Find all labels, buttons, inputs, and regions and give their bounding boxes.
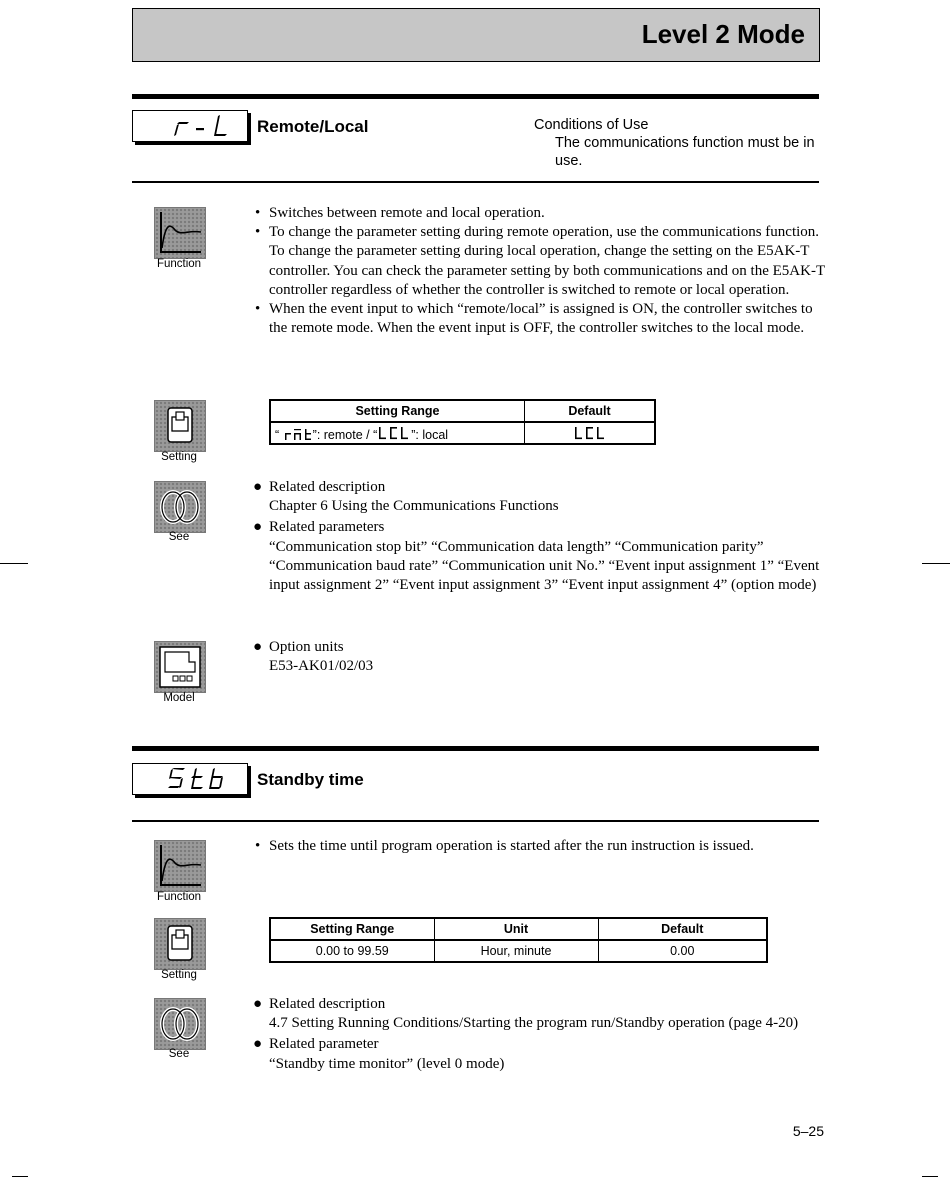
related-parameter: ● Related parameter “Standby time monitor” (level 0 mode) xyxy=(253,1036,505,1072)
standby-related xyxy=(255,995,825,1074)
crop-mark-left xyxy=(0,563,28,564)
col-default: Default xyxy=(525,400,656,422)
related-description: ● Related description Chapter 6 Using the Communications Functions xyxy=(253,479,559,515)
see-icon-label: See xyxy=(168,531,190,543)
section-rule-bottom xyxy=(132,181,819,183)
section-rule-top-standby xyxy=(132,746,819,751)
seven-segment-r-l xyxy=(133,111,247,141)
col-default: Default xyxy=(598,918,767,940)
col-setting-range: Setting Range xyxy=(270,400,525,422)
crop-mark-bottom-left xyxy=(12,1176,28,1177)
related-description: ● Related description 4.7 Setting Running Conditions/Starting the program run/Standby operation (page 4-20) xyxy=(253,996,799,1032)
bullet-item: • To change the parameter setting during remote operation, use the communications function. To change the parameter setting during local operation, change the setting on the E5AK-T controller. You can check the parameter setting by both communications and on the E5AK-T controller regardless of whether the controller is switched to remote or local operation. xyxy=(255,224,825,298)
remote-local-setting-table xyxy=(269,399,656,445)
seven-seg-rmt xyxy=(283,427,313,441)
section-rule-bottom-standby xyxy=(132,820,819,822)
see-icon-label: See xyxy=(168,1048,190,1060)
section-rule-top xyxy=(132,94,819,99)
display-code-r-l xyxy=(132,110,248,142)
page-number: 5–25 xyxy=(792,1123,824,1139)
setting-icon-label: Setting xyxy=(161,969,197,981)
col-setting-range: Setting Range xyxy=(270,918,434,940)
function-icon-label: Function xyxy=(156,891,202,903)
crop-mark-bottom-right xyxy=(922,1176,938,1177)
default-cell xyxy=(525,422,656,444)
setting-icon xyxy=(154,400,206,452)
seven-seg-lcl xyxy=(377,425,411,441)
standby-description xyxy=(255,837,825,856)
model-icon-label: Model xyxy=(163,692,195,704)
conditions-body: The communications function must be in use. xyxy=(555,135,815,169)
setting-range-cell: “ ”: remote / “ ”: local xyxy=(270,422,525,444)
unit-cell: Hour, minute xyxy=(434,940,598,962)
setting-range-cell: 0.00 to 99.59 xyxy=(270,940,434,962)
function-icon xyxy=(154,207,206,259)
related-parameters: ● Related parameters “Communication stop bit” “Communication data length” “Communication parity” “Communication baud rate” “Communication unit No.” “Event input assignment 1” “Event input assignment 2” “Event input assignment 3” “Event input assignment 4” (option mode) xyxy=(253,519,820,594)
page-header xyxy=(132,8,820,62)
function-icon xyxy=(154,840,206,892)
bullet-item: • Sets the time until program operation is started after the run instruction is issued. xyxy=(255,838,754,854)
remote-local-description xyxy=(255,204,825,338)
setting-icon-label: Setting xyxy=(161,451,197,463)
bullet-item: • When the event input to which “remote/local” is assigned is ON, the controller switches to the remote mode. When the event input is OFF, the controller switches to the local mode. xyxy=(255,301,813,337)
see-icon xyxy=(154,998,206,1050)
seven-segment-stb xyxy=(133,764,247,794)
default-cell: 0.00 xyxy=(598,940,767,962)
section-title-standby: Standby time xyxy=(257,770,364,789)
function-icon-label: Function xyxy=(156,258,202,270)
display-code-stb xyxy=(132,763,248,795)
conditions-of-use xyxy=(534,116,824,170)
section-title-remote-local: Remote/Local xyxy=(257,117,369,136)
seven-seg-default-lcl xyxy=(573,425,607,441)
model-icon xyxy=(154,641,206,693)
page-title: Level 2 Mode xyxy=(641,19,805,49)
crop-mark-right xyxy=(922,563,950,564)
setting-icon xyxy=(154,918,206,970)
standby-setting-table xyxy=(269,917,768,963)
remote-local-related xyxy=(255,478,825,595)
bullet-item: • Switches between remote and local operation. xyxy=(255,205,545,221)
option-units: ● Option units E53-AK01/02/03 xyxy=(253,639,374,675)
col-unit: Unit xyxy=(434,918,598,940)
conditions-heading: Conditions of Use xyxy=(534,117,649,133)
see-icon xyxy=(154,481,206,533)
